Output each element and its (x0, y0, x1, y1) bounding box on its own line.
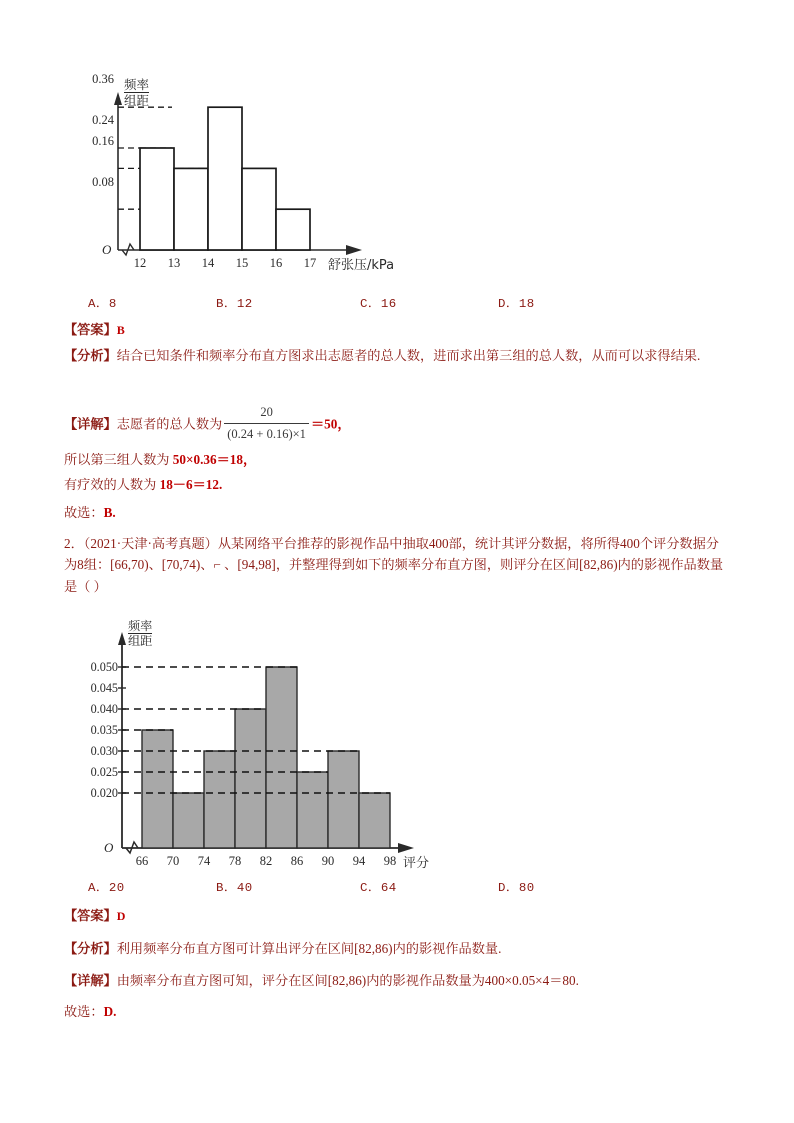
chart-1-bar-12-13 (140, 148, 174, 250)
chart-2-xtick-2: 74 (197, 854, 211, 868)
chart-2-y-axis-arrow (118, 632, 126, 645)
q2-analysis-tag: 【分析】 (64, 941, 117, 956)
q2-choose-row (64, 1002, 116, 1022)
q1-detail-line2-prefix: 所以第三组人数为 (64, 452, 170, 467)
chart-1-x-axis-title: 舒张压/kPa (328, 258, 395, 273)
q2-answer-tag: 【答案】 (64, 908, 117, 923)
histogram-chart-1 (70, 72, 395, 273)
q2-option-a[interactable]: A．20 (88, 881, 125, 895)
chart-1-ytick-0: 0.08 (92, 175, 114, 189)
q1-detail-line3 (64, 475, 222, 495)
q1-detail-result: 50， (324, 416, 351, 432)
chart-2-bar-94-98 (359, 793, 390, 848)
chart-2-xtick-1: 70 (166, 854, 180, 868)
q2-options (88, 877, 728, 895)
chart-2-svg (70, 620, 430, 878)
q1-detail-fraction-denominator: (0.24 + 0.16)×1 (224, 423, 309, 444)
q1-detail-prefix: 志愿者的总人数为 (116, 416, 223, 432)
q1-option-c[interactable]: C．16 (360, 297, 397, 311)
histogram-chart-2 (70, 620, 430, 878)
q1-answer-value: B (116, 323, 125, 337)
chart-1-bar-14-15 (208, 107, 242, 250)
q1-answer-row (64, 320, 125, 340)
chart-1-ytick-3: 0.36 (92, 72, 114, 86)
q2-detail-tag: 【详解】 (64, 973, 117, 988)
q2-stem-row (64, 533, 732, 597)
chart-1-svg (70, 82, 380, 272)
chart-1-xtick-3: 15 (235, 256, 249, 270)
chart-2-bar-66-70 (142, 730, 173, 848)
chart-2-ytick-0: 0.020 (90, 786, 118, 800)
q2-answer-value: D (116, 909, 126, 923)
q1-detail-line3-expr: 18－6＝12. (159, 477, 223, 492)
q1-detail-fraction (224, 403, 309, 444)
chart-2-ytick-3: 0.035 (90, 723, 118, 737)
chart-2-bar-82-86 (266, 667, 297, 848)
chart-1-ytick-2: 0.24 (92, 113, 114, 127)
q2-option-c[interactable]: C．64 (360, 881, 397, 895)
chart-2-ytick-5: 0.045 (90, 681, 118, 695)
q1-answer-tag: 【答案】 (64, 322, 117, 337)
chart-2-y-axis-title-bottom: 组距 (128, 634, 153, 649)
q1-choose-row (64, 503, 116, 523)
q1-choose-prefix: 故选： (64, 505, 104, 520)
chart-2-ytick-2: 0.030 (90, 744, 118, 758)
q2-stem-text: 从某网络平台推荐的影视作品中抽取400部，统计其评分数据，将所得400个评分数据分为8组：[66,70)、[70,74)、⌐ 、[94,98]，并整理得到如下的频率分布直方图，则评分在区间[82,86)内的影视作品数量是（ ） (64, 536, 724, 594)
q2-number: 2． (64, 536, 84, 551)
q2-source: （2021·天津·高考真题） (83, 536, 218, 551)
chart-1-xtick-2: 14 (201, 256, 215, 270)
chart-2-bar-86-90 (297, 772, 328, 848)
q2-answer-row (64, 906, 125, 926)
q1-options (88, 293, 728, 311)
q1-detail-equals: ＝ (310, 416, 325, 432)
q2-option-d[interactable]: D．80 (498, 881, 535, 895)
q1-choose-value: B. (103, 505, 116, 520)
chart-2-x-axis-title: 评分 (403, 856, 430, 871)
q1-analysis-tag: 【分析】 (64, 348, 117, 363)
q1-detail-line3-prefix: 有疗效的人数为 (64, 477, 157, 492)
chart-1-bar-15-16 (242, 168, 276, 250)
chart-1-y-axis-arrow (114, 92, 122, 105)
chart-2-xtick-4: 82 (259, 854, 273, 868)
chart-1-y-axis-title (124, 78, 149, 108)
chart-2-ytick-6: 0.050 (90, 660, 118, 674)
chart-2-origin-label: O (104, 840, 114, 855)
chart-2-xtick-7: 94 (352, 854, 366, 868)
chart-1-xtick-4: 16 (269, 256, 283, 270)
chart-1-bar-13-14 (174, 168, 208, 250)
q2-analysis-text: 利用频率分布直方图可计算出评分在区间[82,86)内的影视作品数量. (116, 941, 502, 956)
chart-1-y-axis-title-bottom: 组距 (124, 93, 150, 109)
q1-detail-fraction-numerator: 20 (260, 405, 273, 419)
chart-2-y-axis-title (128, 619, 152, 649)
chart-1-origin-label: O (102, 242, 112, 257)
chart-2-xtick-6: 90 (321, 854, 335, 868)
q2-choose-value: D. (103, 1004, 117, 1019)
q2-detail-row (64, 970, 732, 991)
chart-1-y-axis-title-top: 频率 (124, 77, 150, 92)
chart-2-ytick-1: 0.025 (90, 765, 118, 779)
q1-detail-tag: 【详解】 (64, 416, 117, 432)
q2-choose-prefix: 故选： (64, 1004, 104, 1019)
q1-analysis-text: 结合已知条件和频率分布直方图求出志愿者的总人数，进而求出第三组的总人数，从而可以求得结果. (116, 348, 701, 363)
chart-2-bar-70-74 (173, 793, 204, 848)
chart-2-bar-90-94 (328, 751, 359, 848)
chart-2-xtick-5: 86 (290, 854, 304, 868)
q2-analysis-row (64, 938, 732, 959)
q1-detail-line2-expr: 50×0.36＝18， (172, 452, 257, 467)
q1-detail-row (64, 403, 351, 444)
chart-2-xtick-8: 98 (383, 854, 397, 868)
chart-1-ytick-1: 0.16 (92, 134, 114, 148)
chart-1-xtick-1: 13 (167, 256, 181, 270)
q1-option-b[interactable]: B．12 (216, 297, 253, 311)
q2-option-b[interactable]: B．40 (216, 881, 253, 895)
q1-option-a[interactable]: A．8 (88, 297, 117, 311)
q1-analysis-row (64, 345, 732, 366)
q1-option-d[interactable]: D．18 (498, 297, 535, 311)
q1-detail-line2 (64, 450, 256, 470)
chart-2-xtick-3: 78 (228, 854, 242, 868)
chart-1-bar-16-17 (276, 209, 310, 250)
chart-1-xtick-5: 17 (303, 256, 317, 270)
chart-2-bar-78-82 (235, 709, 266, 848)
chart-2-y-axis-title-top: 频率 (128, 619, 153, 633)
chart-2-bar-74-78 (204, 751, 235, 848)
q2-detail-text: 由频率分布直方图可知，评分在区间[82,86)内的影视作品数量为400×0.05×4＝80. (116, 973, 579, 988)
chart-2-xtick-0: 66 (135, 854, 149, 868)
chart-2-ytick-4: 0.040 (90, 702, 118, 716)
chart-1-xtick-0: 12 (133, 256, 147, 270)
